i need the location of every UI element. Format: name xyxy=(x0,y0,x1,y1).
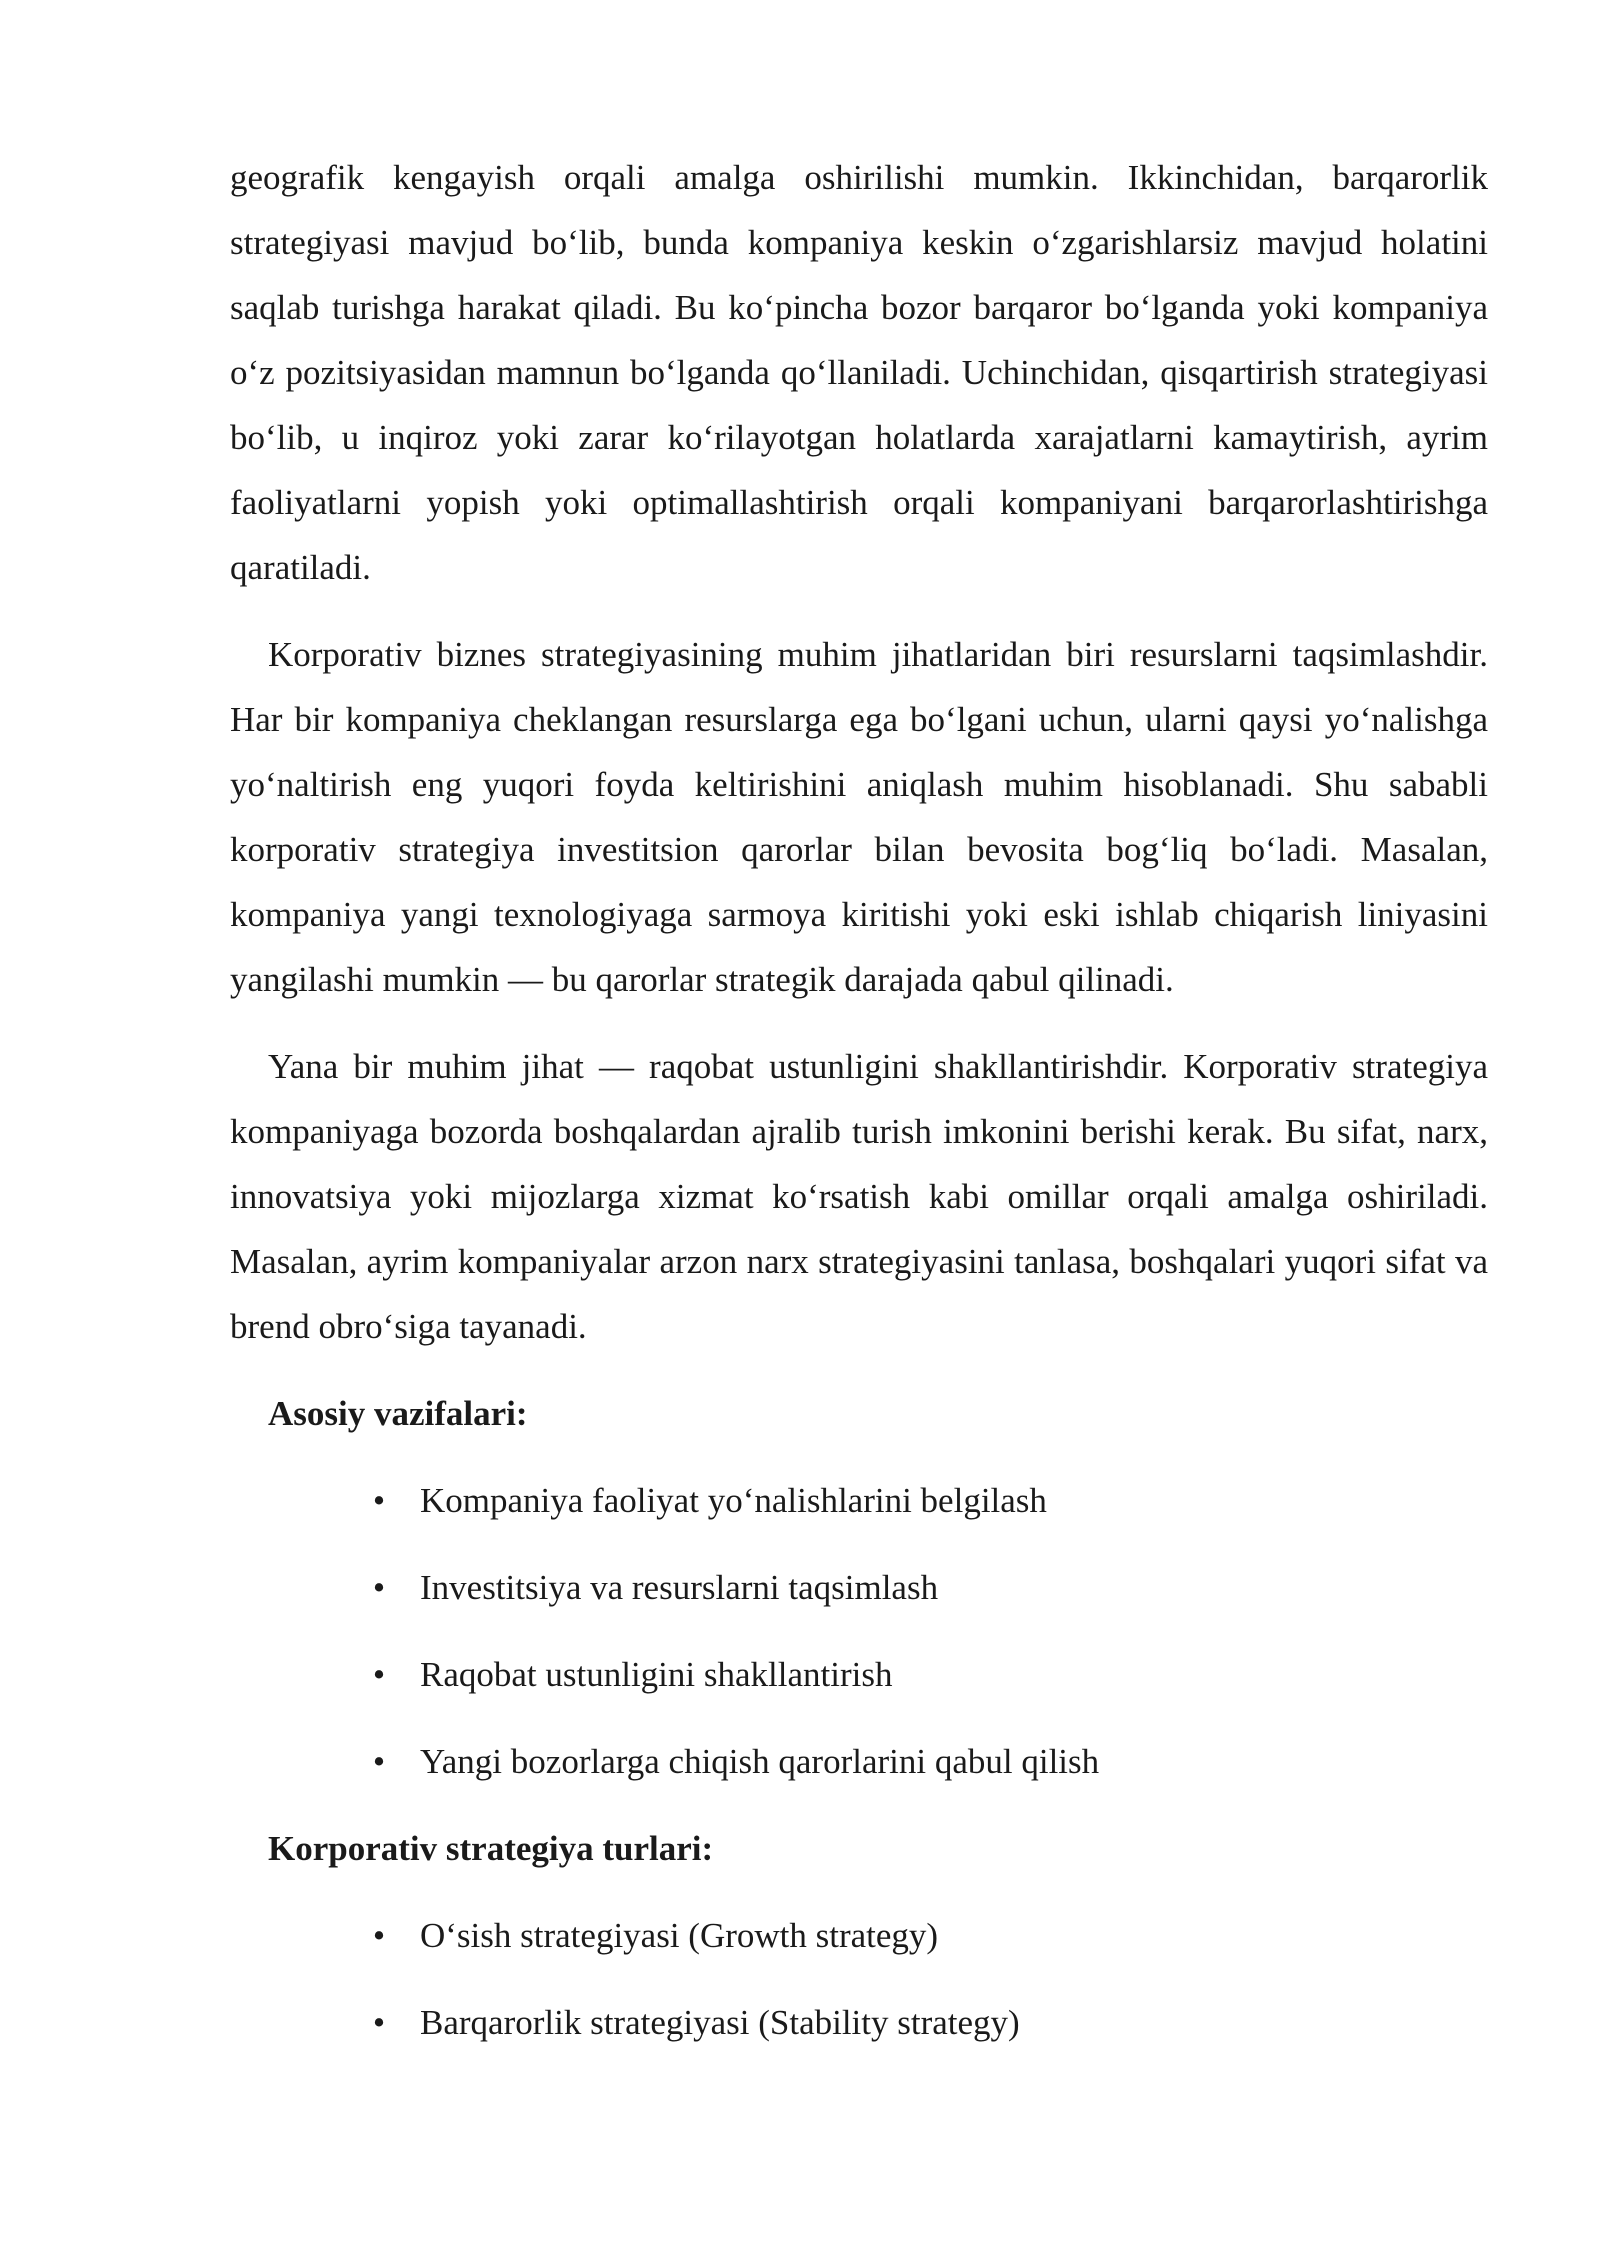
heading-strategy-types: Korporativ strategiya turlari: xyxy=(268,1829,714,1868)
list-item-text: Raqobat ustunligini shakllantirish xyxy=(420,1655,893,1694)
list-item xyxy=(230,1903,1488,1968)
paragraph-continuation: geografik kengayish orqali amalga oshirilishi mumkin. Ikkinchidan, barqarorlik strategiyasi mavjud bo‘lib, bunda kompaniya keskin o‘zgarishlarsiz mavjud holatini saqlab turishga harakat qiladi. Bu ko‘pincha bozor barqaror bo‘lganda yoki kompaniya o‘z pozitsiyasidan mamnun bo‘lganda qo‘llaniladi. Uchinchidan, qisqartirish strategiyasi bo‘lib, u inqiroz yoki zarar ko‘rilayotgan holatlarda xarajatlarni kamaytirish, ayrim faoliyatlarni yopish yoki optimallashtirish orqali kompaniyani barqarorlashtirishga qaratiladi. xyxy=(230,158,1488,587)
bullet-icon: • xyxy=(372,1568,386,1607)
bullet-icon: • xyxy=(372,2003,386,2042)
list-item xyxy=(230,1729,1488,1794)
list-item xyxy=(230,1990,1488,2055)
list-main-tasks xyxy=(230,1468,1488,1794)
paragraph-competitive-advantage: Yana bir muhim jihat — raqobat ustunligini shakllantirishdir. Korporativ strategiya kompaniyaga bozorda boshqalardan ajralib turish imkonini berishi kerak. Bu sifat, narx, innovatsiya yoki mijozlarga xizmat ko‘rsatish kabi omillar orqali amalga oshiriladi. Masalan, ayrim kompaniyalar arzon narx strategiyasini tanlasa, boshqalari yuqori sifat va brend obro‘siga tayanadi. xyxy=(230,1047,1488,1346)
list-strategy-types xyxy=(230,1903,1488,2055)
list-item xyxy=(230,1468,1488,1533)
document-body xyxy=(230,145,1488,2077)
bullet-icon: • xyxy=(372,1481,386,1520)
list-item-text: Yangi bozorlarga chiqish qarorlarini qabul qilish xyxy=(420,1742,1100,1781)
bullet-icon: • xyxy=(372,1916,386,1955)
heading-main-tasks: Asosiy vazifalari: xyxy=(268,1394,528,1433)
list-item xyxy=(230,1555,1488,1620)
bullet-icon: • xyxy=(372,1742,386,1781)
list-item xyxy=(230,1642,1488,1707)
list-item-text: O‘sish strategiyasi (Growth strategy) xyxy=(420,1916,939,1955)
list-item-text: Investitsiya va resurslarni taqsimlash xyxy=(420,1568,939,1607)
bullet-icon: • xyxy=(372,1655,386,1694)
list-item-text: Barqarorlik strategiyasi (Stability strategy) xyxy=(420,2003,1020,2042)
list-item-text: Kompaniya faoliyat yo‘nalishlarini belgilash xyxy=(420,1481,1047,1520)
paragraph-resource-allocation: Korporativ biznes strategiyasining muhim jihatlaridan biri resurslarni taqsimlashdir. Har bir kompaniya cheklangan resurslarga ega bo‘lgani uchun, ularni qaysi yo‘nalishga yo‘naltirish eng yuqori foyda keltirishini aniqlash muhim hisoblanadi. Shu sababli korporativ strategiya investitsion qarorlar bilan bevosita bog‘liq bo‘ladi. Masalan, kompaniya yangi texnologiyaga sarmoya kiritishi yoki eski ishlab chiqarish liniyasini yangilashi mumkin — bu qarorlar strategik darajada qabul qilinadi. xyxy=(230,635,1488,999)
